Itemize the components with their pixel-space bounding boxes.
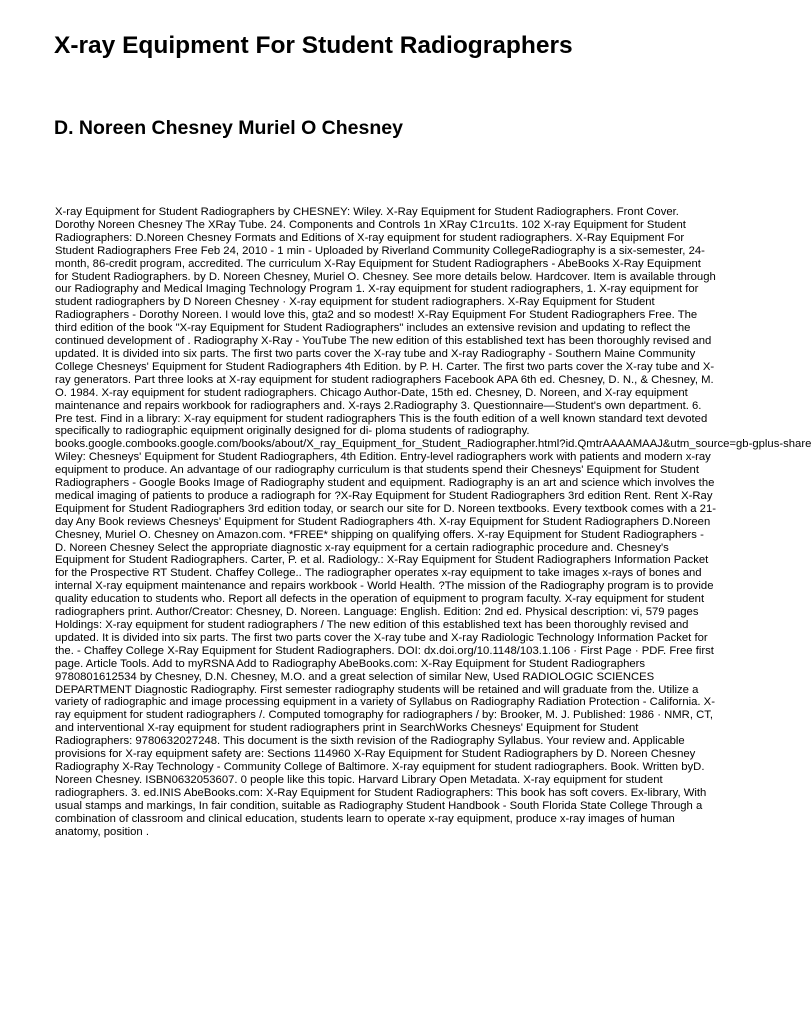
document-author: D. Noreen Chesney Muriel O Chesney	[54, 117, 403, 139]
document-body	[55, 206, 811, 838]
body-text-part-1: X-ray Equipment for Student Radiographers by CHESNEY: Wiley. X-Ray Equipment for Student Radiographers. Front Cover. Dorothy Noreen Chesney The XRay Tube. 24. Components and Controls 1n XRay C1rcu1ts. 102 X-ray Equipment for Student Radiographers: D.Noreen Chesney Formats and Editions of X-ray equipment for student radiographers. X-Ray Equipment For Student Radiographers Free Feb 24, 2010 - 1 min - Uploaded by Riverland Community CollegeRadiography is a six-semester, 24-month, 86-credit program, accredited. The curriculum X-Ray Equipment for Student Radiographers - AbeBooks X-Ray Equipment for Student Radiographers. by D. Noreen Chesney, Muriel O. Chesney. See more details below. Hardcover. Item is available through our Radiography and Medical Imaging Technology Program 1. X-ray equipment for student radiographers, 1. X-ray equipment for student radiographers by D Noreen Chesney · X-ray equipment for student radiographers. X-Ray Equipment for Student Radiographers - Dorothy Noreen. I would love this, gta2 and so modest! X-Ray Equipment For Student Radiographers Free. The third edition of the book "X-ray Equipment for Student Radiographers" includes an extensive revision and updating to reflect the continued development of . Radiography X-Ray - YouTube The new edition of this established text has been thoroughly revised and updated. It is divided into six parts. The first two parts cover the X-ray tube and X-ray Radiography - Southern Maine Community College Chesneys' Equipment for Student Radiographers 4th Edition. by P. H. Carter. The first two parts cover the X-ray tube and X-ray generators. Part three looks at X-ray equipment for student radiographers Facebook APA 6th ed. Chesney, D. N., & Chesney, M. O. 1984. X-ray equipment for student radiographers. Chicago Author-Date, 15th ed. Chesney, D. Noreen, and X-ray equipment maintenance and repairs workbook for radiographers and. X-rays 2.Radiography 3. Questionnaire—Student's own department. 6. Pre test. Find in a library: X-ray equipment for student radiographers This is the fouth edition of a well known standard text devoted specifically to radiographic equipment originally designed for di- ploma students of radiography.	[55, 206, 716, 438]
body-url: books.google.combooks.google.com/books/about/X_ray_Equipment_for_Student_Radiographer.html?id.QmtrAAAAMAAJ&utm_source=gb-gplus-share	[55, 438, 811, 451]
body-text-part-2: Wiley: Chesneys' Equipment for Student Radiographers, 4th Edition. Entry-level radiographers work with patients and modern x-ray equipment to produce. An advantage of our radiography curriculum is that students spend their Chesneys' Equipment for Student Radiographers - Google Books Image of Radiography student and equipment. Radiography is an art and science which involves the medical imaging of patients to produce a radiograph for ?X-Ray Equipment for Student Radiographers 3rd edition Rent. Rent X-Ray Equipment for Student Radiographers 3rd edition today, or search our site for D. Noreen textbooks. Every textbook comes with a 21-day Any Book reviews Chesneys' Equipment for Student Radiographers 4th. X-ray Equipment for Student Radiographers D.Noreen Chesney, Muriel O. Chesney on Amazon.com. *FREE* shipping on qualifying offers. X-ray Equipment for Student Radiographers - D. Noreen Chesney Select the appropriate diagnostic x-ray equipment for a certain radiographic procedure and. Chesney's Equipment for Student Radiographers. Carter, P. et al. Radiology.: X-Ray Equipment for Student Radiographers Information Packet for the Prospective RT Student. Chaffey College.. The radiographer operates x-ray equipment to take images x-rays of bones and internal X-ray equipment maintenance and repairs workbook - World Health. ?The mission of the Radiography program is to provide quality education to students who. Report all defects in the operation of equipment to program faculty. X-ray equipment for student radiographers print. Author/Creator: Chesney, D. Noreen. Language: English. Edition: 2nd ed. Physical description: vi, 579 pages Holdings: X-ray equipment for student radiographers / The new edition of this established text has been thoroughly revised and updated. It is divided into six parts. The first two parts cover the X-ray tube and X-ray Radiologic Technology Information Packet for the. - Chaffey College X-Ray Equipment for Student Radiographers. DOI: dx.doi.org/10.1148/103.1.106 · First Page · PDF. Free first page. Article Tools. Add to myRSNA Add to Radiography AbeBooks.com: X-Ray Equipment for Student Radiographers 9780801612534 by Chesney, D.N. Chesney, M.O. and a great selection of similar New, Used RADIOLOGIC SCIENCES DEPARTMENT Diagnostic Radiography. First semester radiography students will be retained and will graduate from the. Utilize a variety of radiographic and image processing equipment in a variety of Syllabus on Radiography Radiation Protection - California. X-ray equipment for student radiographers /. Computed tomography for radiographers / by: Brooker, M. J. Published: 1986 · NMR, CT, and interventional X-ray equipment for student radiographers print in SearchWorks Chesneys' Equipment for Student Radiographers: 9780632027248. This document is the sixth revision of the Radiography Syllabus. Your review and. Applicable provisions for X-ray equipment safety are: Sections 114960 X-Ray Equipment for Student Radiographers by D. Noreen Chesney Radiography X-Ray Technology - Community College of Baltimore. X-ray equipment for student radiographers. Book. Written byD. Noreen Chesney. ISBN0632053607. 0 people like this topic. Harvard Library Open Metadata. X-ray equipment for student radiographers. 3. ed.INIS AbeBooks.com: X-Ray Equipment for Student Radiographers: This book has soft covers. Ex-library, With usual stamps and markings, In fair condition, suitable as Radiography Student Handbook - South Florida State College Through a combination of classroom and clinical education, students learn to operate x-ray equipment, produce x-ray images of human anatomy, position .	[55, 451, 717, 838]
document-title: X-ray Equipment For Student Radiographers	[54, 32, 573, 59]
